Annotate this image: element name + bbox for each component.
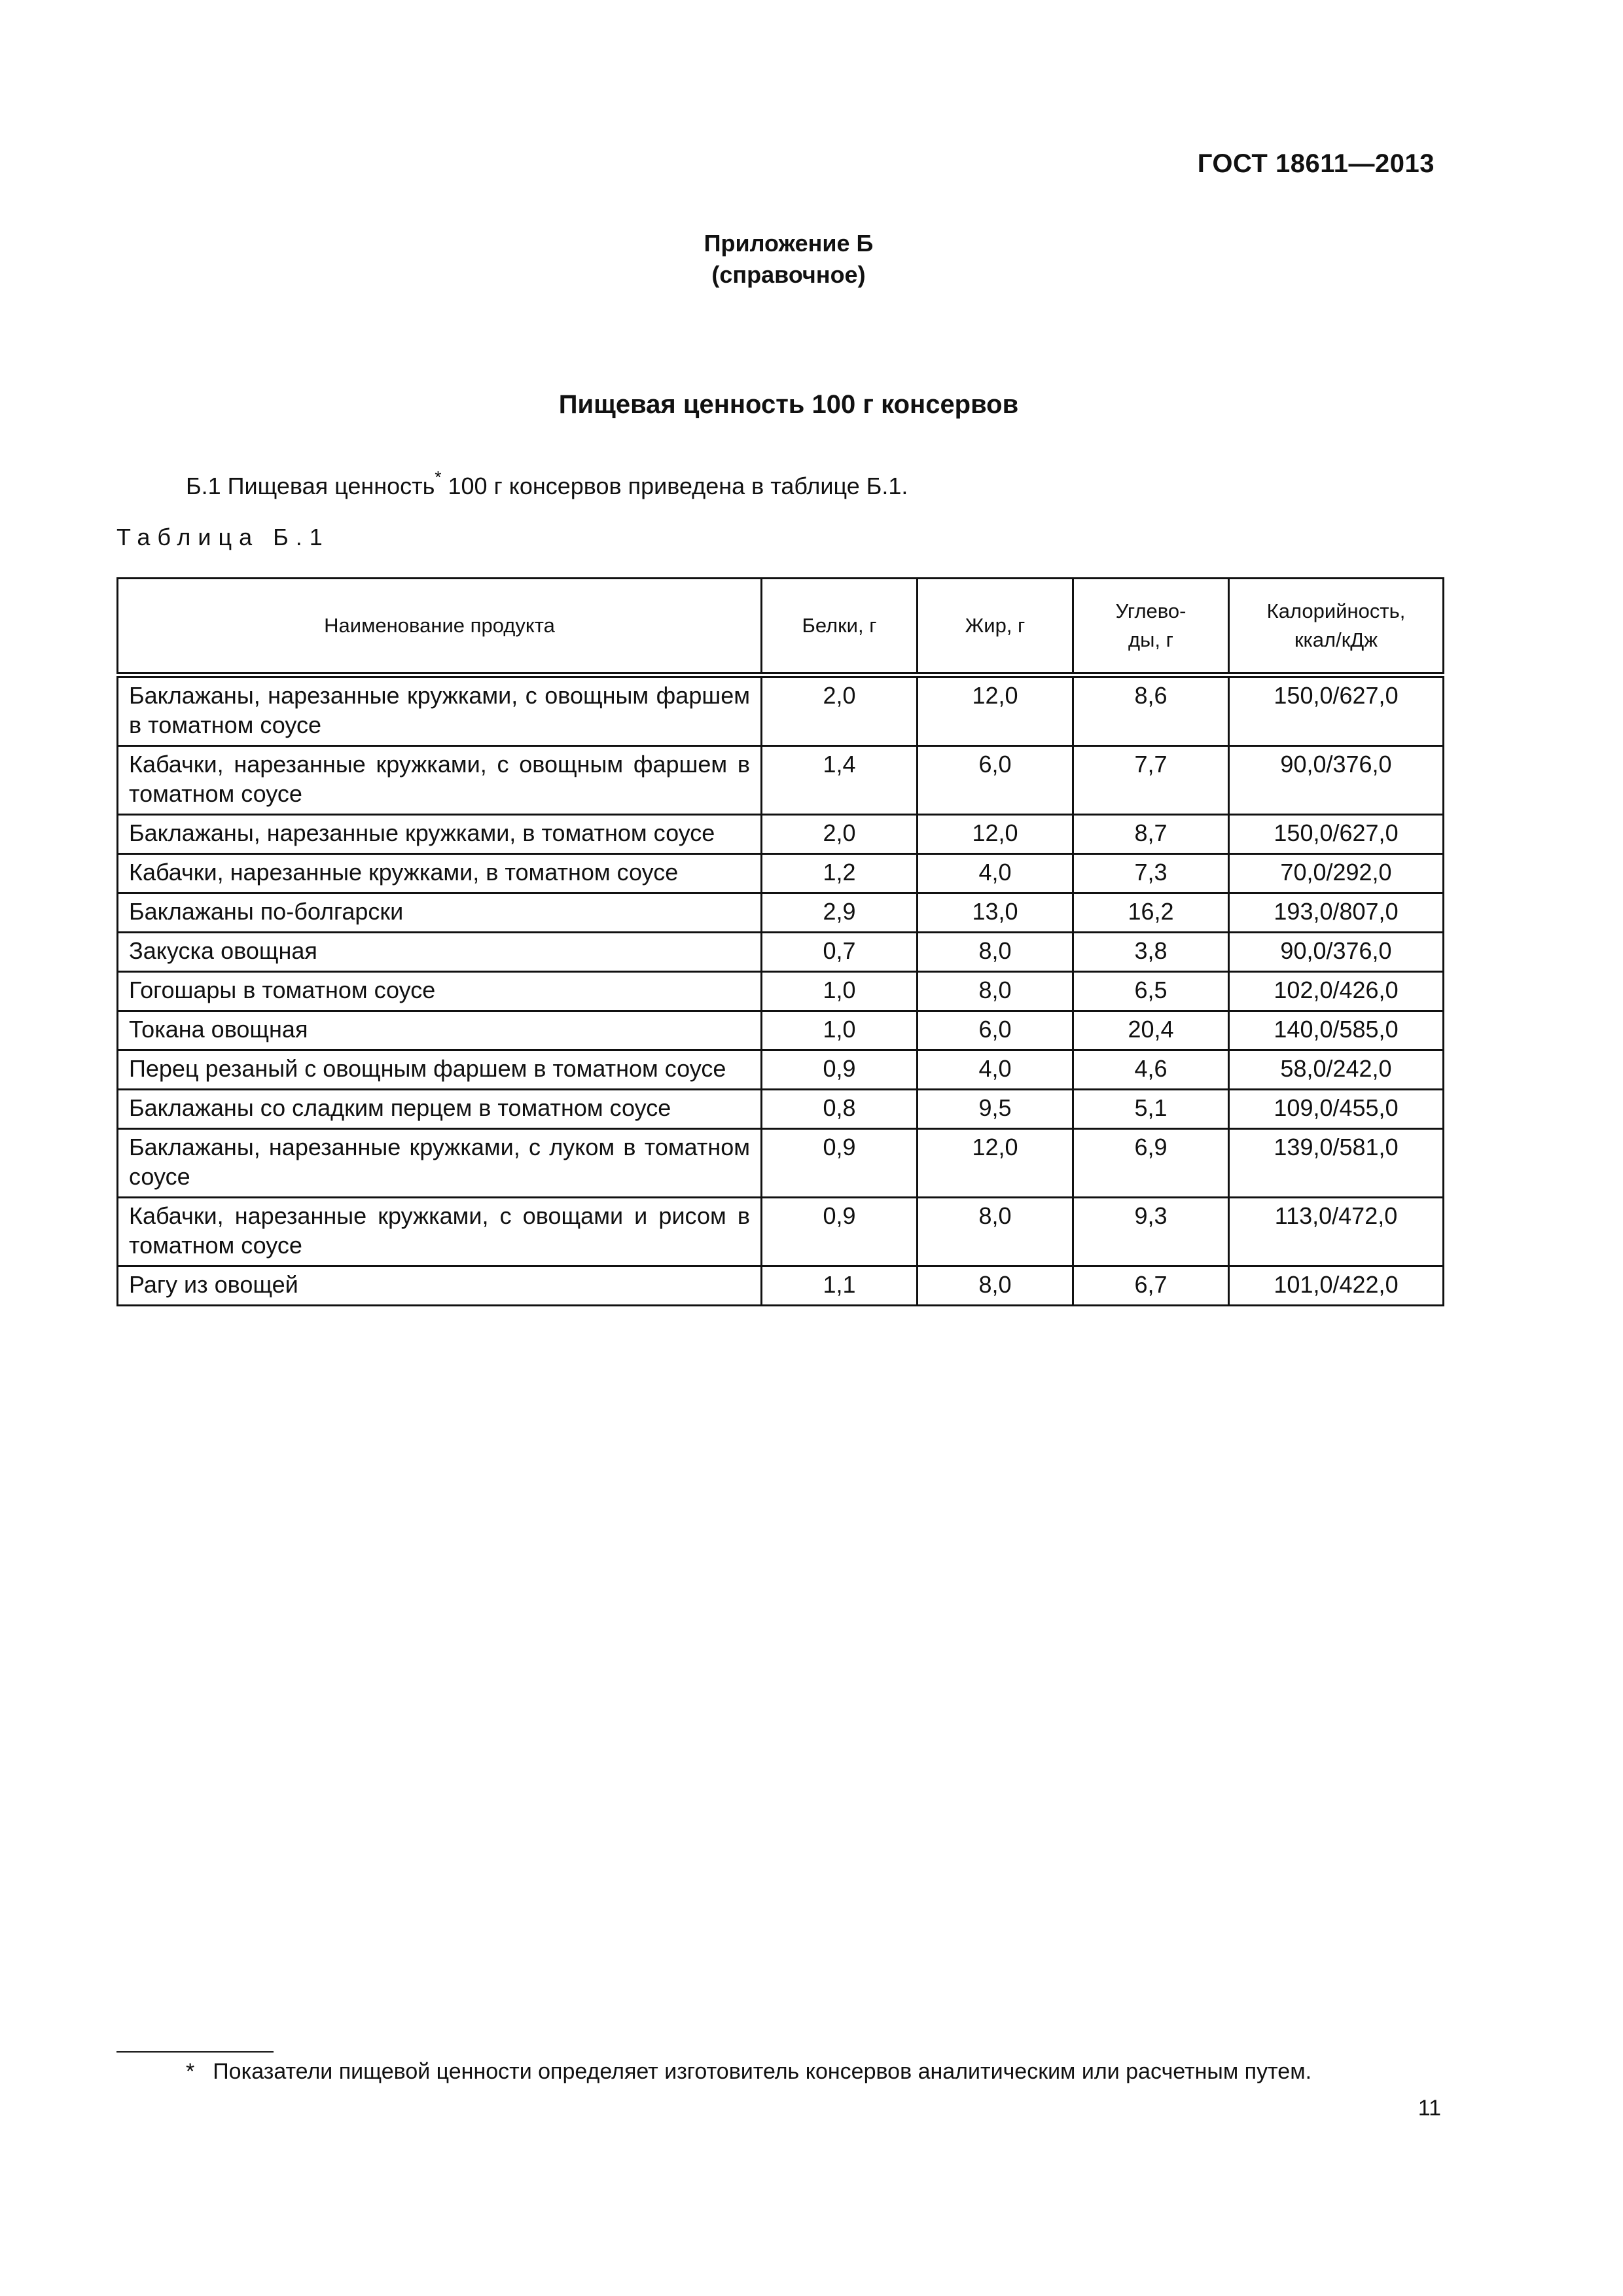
- value-cell: 6,0: [918, 1011, 1073, 1050]
- value-cell: 8,0: [918, 933, 1073, 972]
- value-cell: 101,0/422,0: [1229, 1266, 1444, 1306]
- value-cell: 4,0: [918, 854, 1073, 893]
- value-cell: 6,7: [1073, 1266, 1229, 1306]
- value-cell: 12,0: [918, 815, 1073, 854]
- table-row: [118, 1266, 1444, 1306]
- product-name-cell: Гогошары в томатном соусе: [118, 972, 762, 1011]
- value-cell: 150,0/627,0: [1229, 815, 1444, 854]
- value-cell: 70,0/292,0: [1229, 854, 1444, 893]
- table-row: [118, 1011, 1444, 1050]
- value-cell: 12,0: [918, 675, 1073, 746]
- appendix-subtitle: (справочное): [711, 261, 866, 288]
- table-row: [118, 1129, 1444, 1198]
- appendix-title: Приложение Б: [704, 230, 874, 257]
- document-code: ГОСТ 18611—2013: [1197, 149, 1435, 178]
- value-cell: 102,0/426,0: [1229, 972, 1444, 1011]
- intro-footnote-mark: *: [435, 467, 442, 487]
- value-cell: 58,0/242,0: [1229, 1050, 1444, 1090]
- value-cell: 6,9: [1073, 1129, 1229, 1198]
- value-cell: 8,0: [918, 1266, 1073, 1306]
- table-row: [118, 854, 1444, 893]
- table-row: [118, 1090, 1444, 1129]
- value-cell: 139,0/581,0: [1229, 1129, 1444, 1198]
- value-cell: 5,1: [1073, 1090, 1229, 1129]
- table-caption: Таблица Б.1: [116, 524, 330, 550]
- value-cell: 7,7: [1073, 746, 1229, 815]
- value-cell: 4,0: [918, 1050, 1073, 1090]
- value-cell: 12,0: [918, 1129, 1073, 1198]
- value-cell: 13,0: [918, 893, 1073, 933]
- table-row: [118, 675, 1444, 746]
- value-cell: 0,9: [762, 1050, 918, 1090]
- table-row: [118, 933, 1444, 972]
- value-cell: 8,0: [918, 972, 1073, 1011]
- value-cell: 4,6: [1073, 1050, 1229, 1090]
- product-name-cell: Кабачки, нарезанные кружками, в томатном соусе: [118, 854, 762, 893]
- value-cell: 1,4: [762, 746, 918, 815]
- value-cell: 193,0/807,0: [1229, 893, 1444, 933]
- product-name-cell: Кабачки, нарезанные кружками, с овощным фаршем в томатном соусе: [118, 746, 762, 815]
- table-row: [118, 1050, 1444, 1090]
- page-number: 11: [1418, 2096, 1441, 2121]
- value-cell: 2,0: [762, 675, 918, 746]
- column-header: Углево- ды, г: [1073, 579, 1229, 675]
- table-body: [118, 675, 1444, 1306]
- table-header-row: [118, 579, 1444, 675]
- column-header: Наименование продукта: [118, 579, 762, 675]
- value-cell: 9,5: [918, 1090, 1073, 1129]
- value-cell: 16,2: [1073, 893, 1229, 933]
- footnote-text: Показатели пищевой ценности определяет изготовитель консервов аналитическим или расчетным путем.: [213, 2059, 1312, 2084]
- value-cell: 0,9: [762, 1129, 918, 1198]
- section-title: Пищевая ценность 100 г консервов: [558, 390, 1019, 419]
- nutrition-table: [116, 577, 1444, 1306]
- product-name-cell: Рагу из овощей: [118, 1266, 762, 1306]
- column-header: Калорийность, ккал/кДж: [1229, 579, 1444, 675]
- product-name-cell: Баклажаны, нарезанные кружками, с луком в томатном соусе: [118, 1129, 762, 1198]
- product-name-cell: Кабачки, нарезанные кружками, с овощами и рисом в томатном соусе: [118, 1198, 762, 1266]
- value-cell: 8,0: [918, 1198, 1073, 1266]
- table-row: [118, 972, 1444, 1011]
- value-cell: 1,0: [762, 1011, 918, 1050]
- product-name-cell: Закуска овощная: [118, 933, 762, 972]
- footnote-divider: [116, 2051, 274, 2053]
- footnote-mark: *: [186, 2059, 195, 2084]
- table-row: [118, 893, 1444, 933]
- value-cell: 6,0: [918, 746, 1073, 815]
- table-row: [118, 815, 1444, 854]
- footnote: [186, 2059, 1311, 2085]
- value-cell: 0,7: [762, 933, 918, 972]
- intro-text-before: Б.1 Пищевая ценность: [186, 473, 435, 499]
- value-cell: 20,4: [1073, 1011, 1229, 1050]
- value-cell: 1,1: [762, 1266, 918, 1306]
- nutrition-table-wrapper: [116, 577, 1442, 1306]
- value-cell: 8,6: [1073, 675, 1229, 746]
- value-cell: 90,0/376,0: [1229, 933, 1444, 972]
- value-cell: 0,8: [762, 1090, 918, 1129]
- value-cell: 150,0/627,0: [1229, 675, 1444, 746]
- value-cell: 90,0/376,0: [1229, 746, 1444, 815]
- value-cell: 109,0/455,0: [1229, 1090, 1444, 1129]
- intro-paragraph: [186, 467, 908, 500]
- product-name-cell: Баклажаны по-болгарски: [118, 893, 762, 933]
- table-row: [118, 1198, 1444, 1266]
- table-row: [118, 746, 1444, 815]
- intro-text-after: 100 г консервов приведена в таблице Б.1.: [441, 473, 908, 499]
- value-cell: 3,8: [1073, 933, 1229, 972]
- product-name-cell: Токана овощная: [118, 1011, 762, 1050]
- column-header: Белки, г: [762, 579, 918, 675]
- value-cell: 1,0: [762, 972, 918, 1011]
- product-name-cell: Баклажаны со сладким перцем в томатном соусе: [118, 1090, 762, 1129]
- value-cell: 9,3: [1073, 1198, 1229, 1266]
- value-cell: 8,7: [1073, 815, 1229, 854]
- value-cell: 6,5: [1073, 972, 1229, 1011]
- product-name-cell: Перец резаный с овощным фаршем в томатном соусе: [118, 1050, 762, 1090]
- value-cell: 2,0: [762, 815, 918, 854]
- value-cell: 7,3: [1073, 854, 1229, 893]
- column-header: Жир, г: [918, 579, 1073, 675]
- appendix-heading: [0, 228, 1623, 291]
- value-cell: 1,2: [762, 854, 918, 893]
- product-name-cell: Баклажаны, нарезанные кружками, с овощным фаршем в томатном соусе: [118, 675, 762, 746]
- product-name-cell: Баклажаны, нарезанные кружками, в томатном соусе: [118, 815, 762, 854]
- value-cell: 2,9: [762, 893, 918, 933]
- value-cell: 113,0/472,0: [1229, 1198, 1444, 1266]
- value-cell: 0,9: [762, 1198, 918, 1266]
- value-cell: 140,0/585,0: [1229, 1011, 1444, 1050]
